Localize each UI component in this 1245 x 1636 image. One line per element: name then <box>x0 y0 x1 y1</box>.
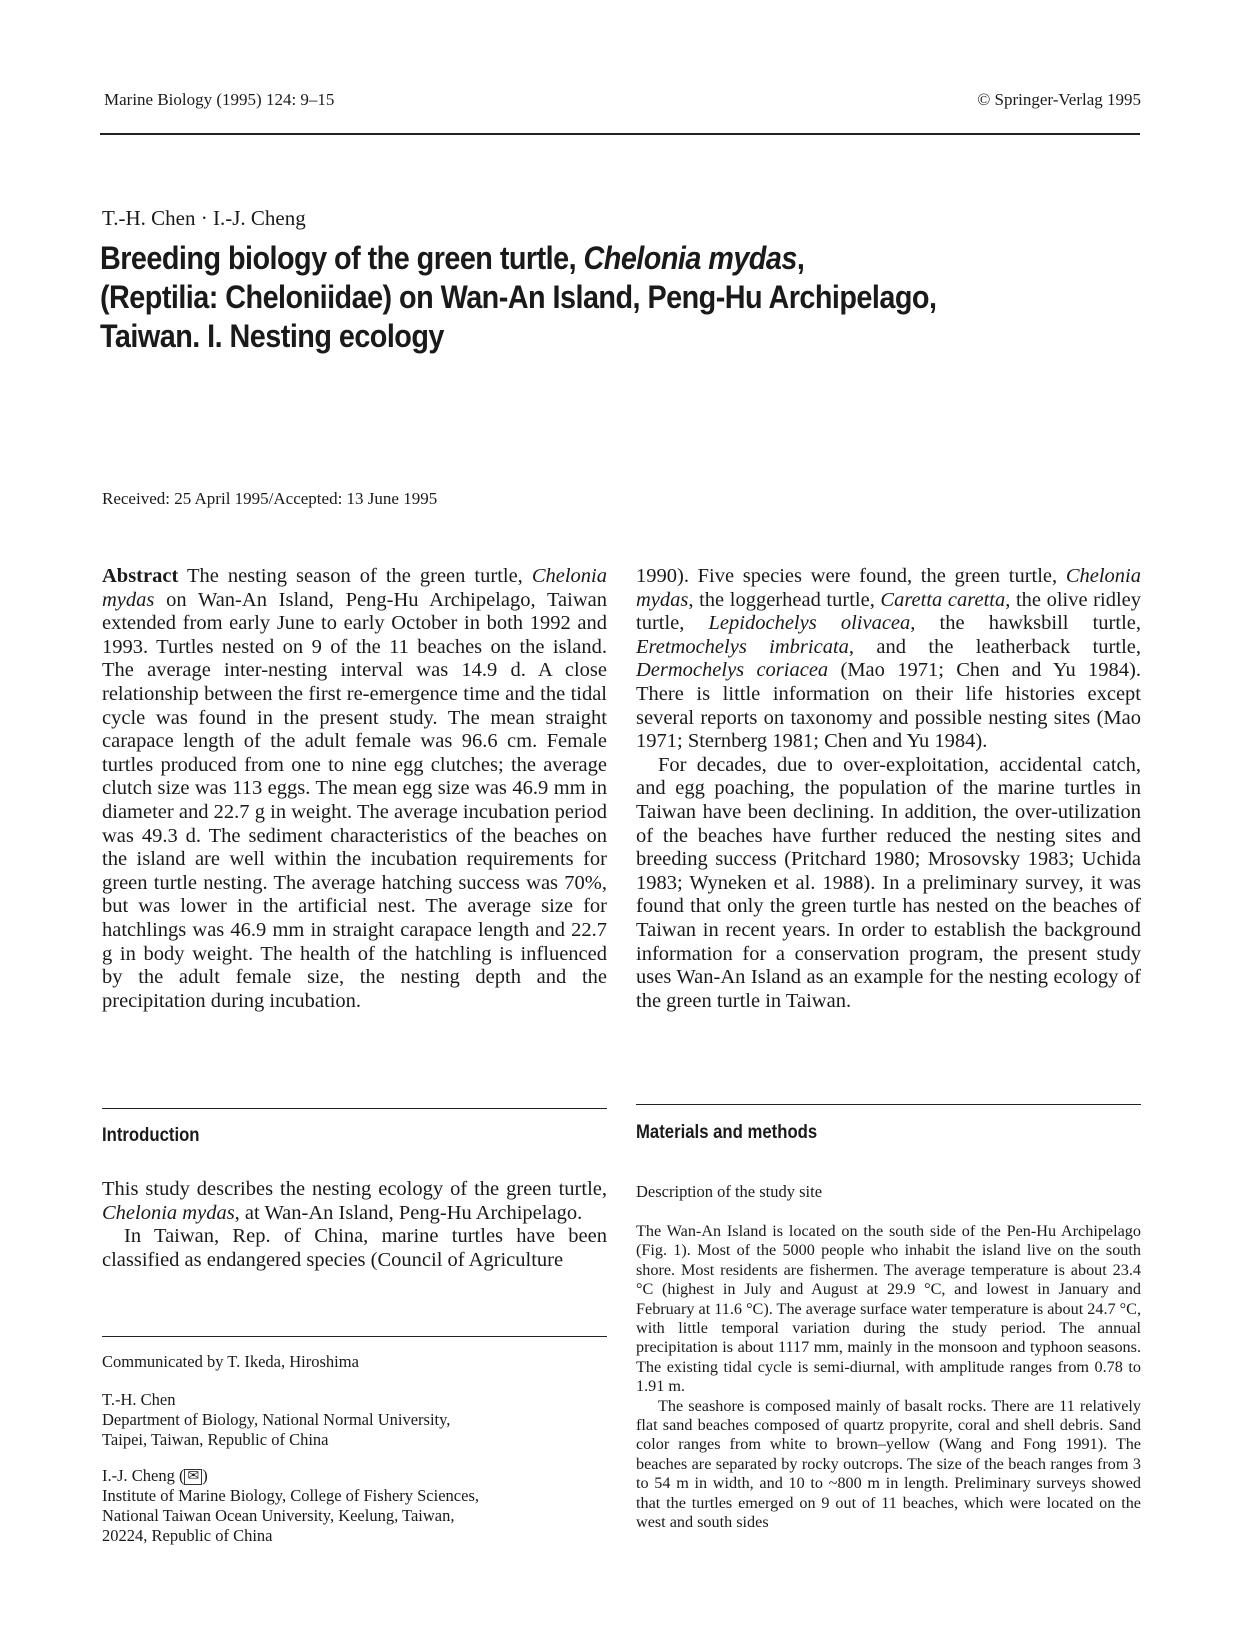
methods-heading: Materials and methods <box>636 1122 818 1143</box>
methods-subheading: Description of the study site <box>636 1182 823 1201</box>
abstract-label: Abstract <box>102 565 179 587</box>
journal-citation: Marine Biology (1995) 124: 9–15 <box>104 90 335 109</box>
title-line-2: (Reptilia: Cheloniidae) on Wan-An Island, Peng-Hu Archipelago, <box>100 279 937 315</box>
title-line-3: Taiwan. I. Nesting ecology <box>100 318 444 354</box>
introduction-heading: Introduction <box>102 1125 200 1146</box>
header-rule <box>100 133 1140 135</box>
author-1-name: T.-H. Chen <box>102 1390 176 1409</box>
author-line: T.-H. Chen · I.-J. Cheng <box>102 206 306 230</box>
introduction-paragraph-2: In Taiwan, Rep. of China, marine turtles have been classified as endangered species (Council of Agriculture <box>102 1225 607 1271</box>
title-line-1: Breeding biology of the green turtle, Chelonia mydas, <box>100 240 805 276</box>
author-2-name: I.-J. Cheng ( ✉ ) <box>102 1466 208 1485</box>
title-species: Chelonia mydas <box>583 240 797 276</box>
footnote-author-1: T.-H. Chen Department of Biology, National Normal University, Taipei, Taiwan, Republic of China <box>102 1390 607 1450</box>
received-dates: Received: 25 April 1995/Accepted: 13 June 1995 <box>102 489 438 508</box>
methods-rule <box>636 1104 1141 1105</box>
introduction-body <box>102 1178 607 1272</box>
methods-body <box>636 1222 1141 1533</box>
footnote-author-2: I.-J. Cheng ( ✉ ) Institute of Marine Biology, College of Fishery Sciences, National Taiwan Ocean University, Keelung, Taiwan, 20224, Republic of China <box>102 1466 607 1546</box>
copyright-notice: © Springer-Verlag 1995 <box>977 90 1141 109</box>
methods-paragraph-1: The Wan-An Island is located on the south side of the Pen-Hu Archipelago (Fig. 1). Most of the 5000 people who inhabit the island live on the south shore. Most residents are fishermen. The average temperature is about 23.4 °C (highest in July and August at 29.9 °C, and lowest in January and February at 11.6 °C). The average surface water temperature is about 24.7 °C, with little temporal variation during the study period. The annual precipitation is about 1117 mm, mainly in the monsoon and typhoon seasons. The existing tidal cycle is semi-diurnal, with amplitude ranges from 0.78 to 1.91 m. <box>636 1222 1141 1396</box>
intro-continuation-paragraph-1: 1990). Five species were found, the green turtle, Chelonia mydas, the loggerhead turtle, Caretta caretta, the olive ridley turtle, Lepidochelys olivacea, the hawksbill turtle, Eretmochelys imbricata, and the leatherback turtle, Dermochelys coriacea (Mao 1971; Chen and Yu 1984). There is little information on their life histories except several reports on taxonomy and possible nesting sites (Mao 1971; Sternberg 1981; Chen and Yu 1984). <box>636 565 1141 753</box>
abstract <box>102 565 607 1013</box>
footnote-communicated: Communicated by T. Ikeda, Hiroshima <box>102 1352 359 1371</box>
envelope-icon: ✉ <box>184 1469 202 1485</box>
paper-title <box>100 239 1036 356</box>
methods-paragraph-2: The seashore is composed mainly of basalt rocks. There are 11 relatively flat sand beaches composed of quartz propyrite, coral and shell debris. Sand color ranges from white to brown–yellow (Wang and Fong 1991). The beaches are separated by rocky outcrops. The size of the beach ranges from 3 to 54 m in width, and 10 to ~800 m in length. Preliminary surveys showed that the turtles emerged on 9 out of 11 beaches, which were located on the west and south sides <box>636 1396 1141 1532</box>
intro-continuation <box>636 565 1141 1013</box>
intro-continuation-paragraph-2: For decades, due to over-exploitation, accidental catch, and egg poaching, the population of the marine turtles in Taiwan have been declining. In addition, the over-utilization of the beaches have further reduced the nesting sites and breeding success (Pritchard 1980; Mrosovsky 1983; Uchida 1983; Wyneken et al. 1988). In a preliminary survey, it was found that only the green turtle has nested on the beaches of Taiwan in recent years. In order to establish the background information for a conservation program, the present study uses Wan-An Island as an example for the nesting ecology of the green turtle in Taiwan. <box>636 753 1141 1012</box>
footnote-rule <box>102 1336 607 1337</box>
introduction-paragraph-1: This study describes the nesting ecology of the green turtle, Chelonia mydas, at Wan-An Island, Peng-Hu Archipelago. <box>102 1178 607 1224</box>
introduction-rule <box>102 1108 607 1109</box>
abstract-paragraph: Abstract The nesting season of the green turtle, Chelonia mydas on Wan-An Island, Peng-Hu Archipelago, Taiwan extended from early June to early October in both 1992 and 1993. Turtles nested on 9 of the 11 beaches on the island. The average inter-nesting interval was 14.9 d. A close relationship between the first re-emergence time and the tidal cycle was found in the present study. The mean straight carapace length of the adult female was 96.6 cm. Female turtles produced from one to nine egg clutches; the average clutch size was 113 eggs. The mean egg size was 46.9 mm in diameter and 22.7 g in weight. The average incubation period was 49.3 d. The sediment characteristics of the beaches on the island are well within the incubation requirements for green turtle nesting. The average hatching success was 70%, but was lower in the artificial nest. The average size for hatchlings was 46.9 mm in straight carapace length and 22.7 g in body weight. The health of the hatchling is influenced by the adult female size, the nesting depth and the precipitation during incubation. <box>102 565 607 1012</box>
